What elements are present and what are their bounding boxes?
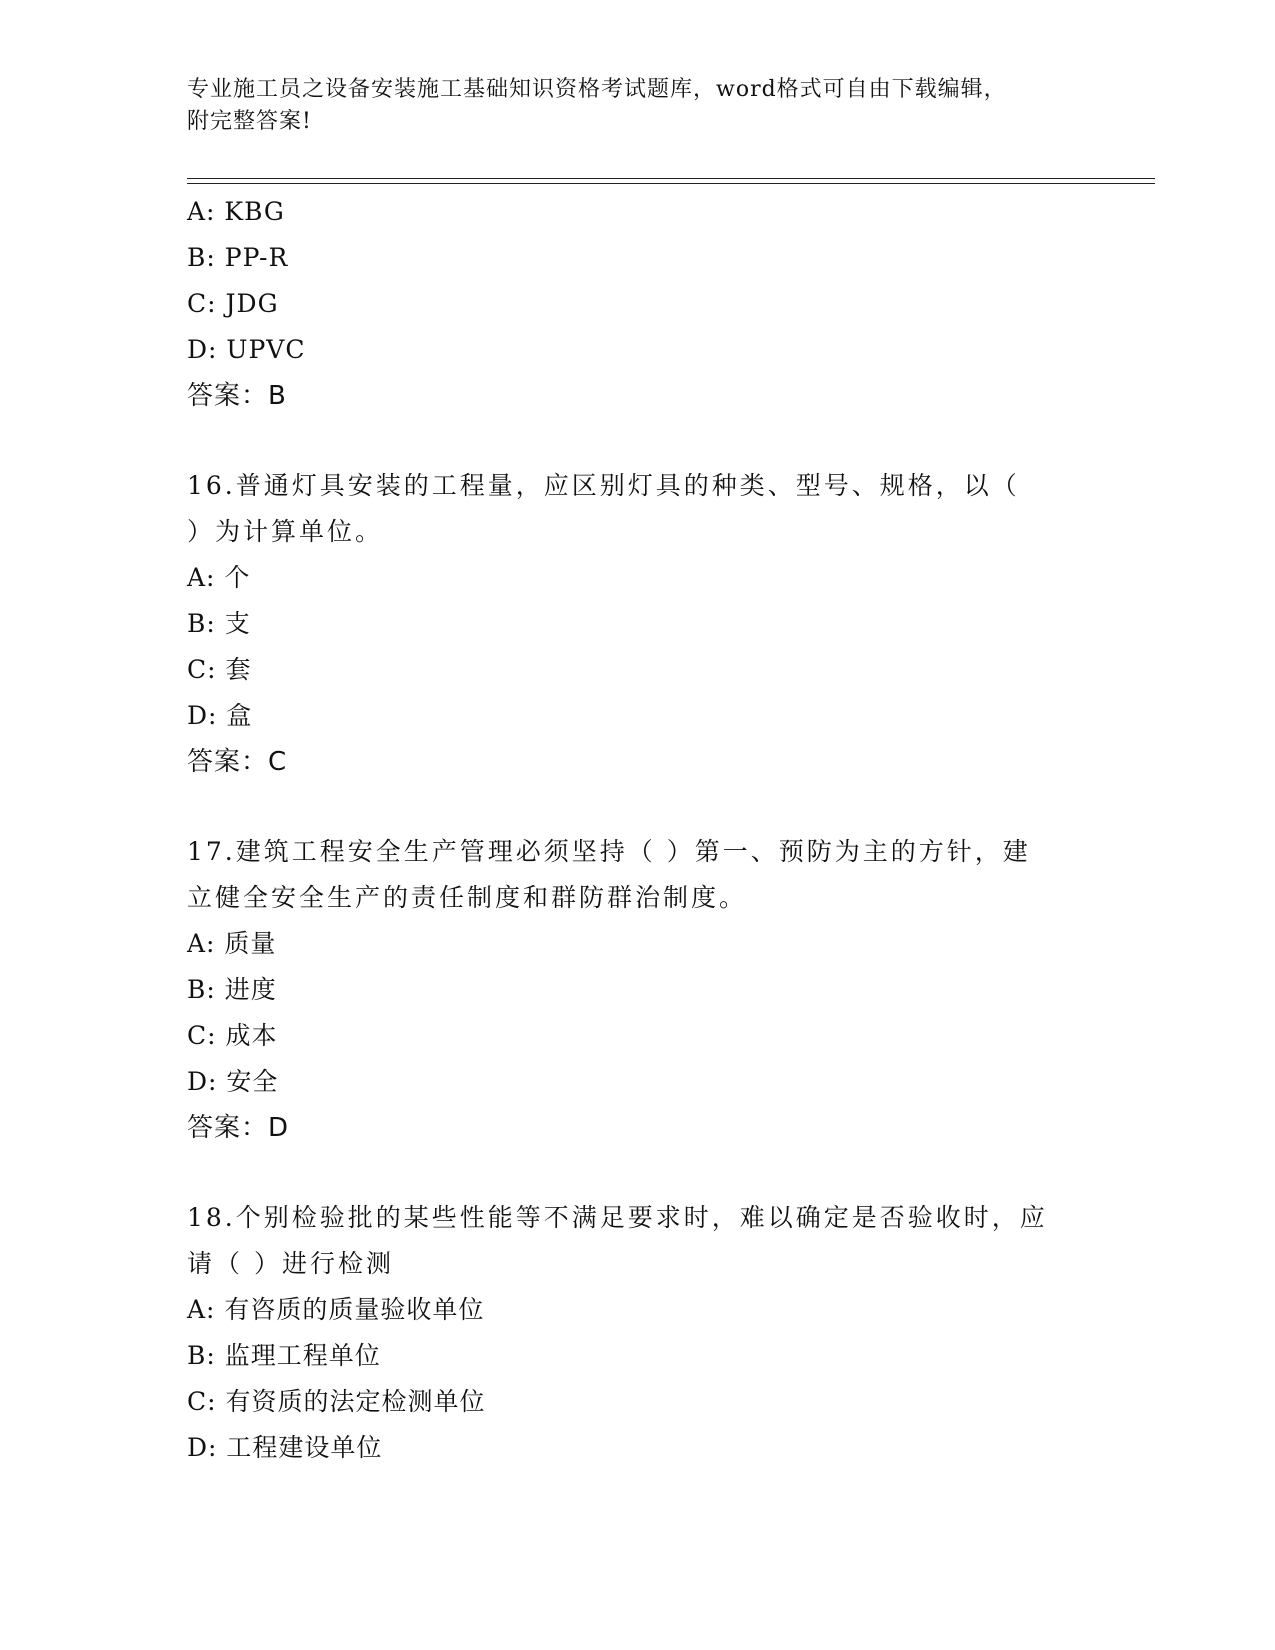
- spacer: [187, 785, 1087, 829]
- question-17: [187, 829, 1087, 1151]
- option-b: B: 监理工程单位: [187, 1341, 381, 1370]
- option-a: A: 有咨质的质量验收单位: [187, 1295, 485, 1324]
- question-list: [187, 189, 1087, 1471]
- question-16: [187, 463, 1087, 785]
- option-a: A: 质量: [187, 929, 277, 958]
- option-b: B: 支: [187, 609, 251, 638]
- question-text-line-2: ）为计算单位。: [187, 517, 384, 546]
- answer: 答案：B: [187, 381, 287, 411]
- option-a: A: 个: [187, 563, 251, 592]
- option-a: A: KBG: [187, 197, 285, 226]
- question-text-line-1: 16.普通灯具安装的工程量，应区别灯具的种类、型号、规格，以（: [187, 471, 1020, 500]
- option-d: D: 安全: [187, 1067, 279, 1096]
- question-text-line-2: 请（ ）进行检测: [187, 1249, 394, 1278]
- question-15: [187, 189, 1087, 419]
- option-b: B: PP-R: [187, 243, 289, 272]
- header-divider-top: [187, 178, 1155, 179]
- header-text-line-1: 专业施工员之设备安装施工基础知识资格考试题库，word格式可自由下载编辑，: [187, 77, 1007, 102]
- answer: 答案：C: [187, 747, 288, 777]
- option-b: B: 进度: [187, 975, 277, 1004]
- header-text-line-2: 附完整答案!: [187, 109, 312, 134]
- option-c: C: 套: [187, 655, 252, 684]
- option-c: C: 有资质的法定检测单位: [187, 1387, 486, 1416]
- answer: 答案：D: [187, 1113, 290, 1143]
- question-text-line-2: 立健全安全生产的责任制度和群防群治制度。: [187, 883, 748, 912]
- spacer: [187, 1151, 1087, 1195]
- question-18: [187, 1195, 1087, 1471]
- document-header: [187, 74, 1067, 138]
- option-d: D: UPVC: [187, 335, 306, 364]
- question-text-line-1: 18.个别检验批的某些性能等不满足要求时，难以确定是否验收时，应: [187, 1203, 1048, 1232]
- spacer: [187, 419, 1087, 463]
- option-d: D: 盒: [187, 701, 253, 730]
- header-divider-bottom: [187, 183, 1155, 184]
- option-c: C: JDG: [187, 289, 279, 318]
- question-text-line-1: 17.建筑工程安全生产管理必须坚持（ ）第一、预防为主的方针，建: [187, 837, 1031, 866]
- option-d: D: 工程建设单位: [187, 1433, 383, 1462]
- option-c: C: 成本: [187, 1021, 278, 1050]
